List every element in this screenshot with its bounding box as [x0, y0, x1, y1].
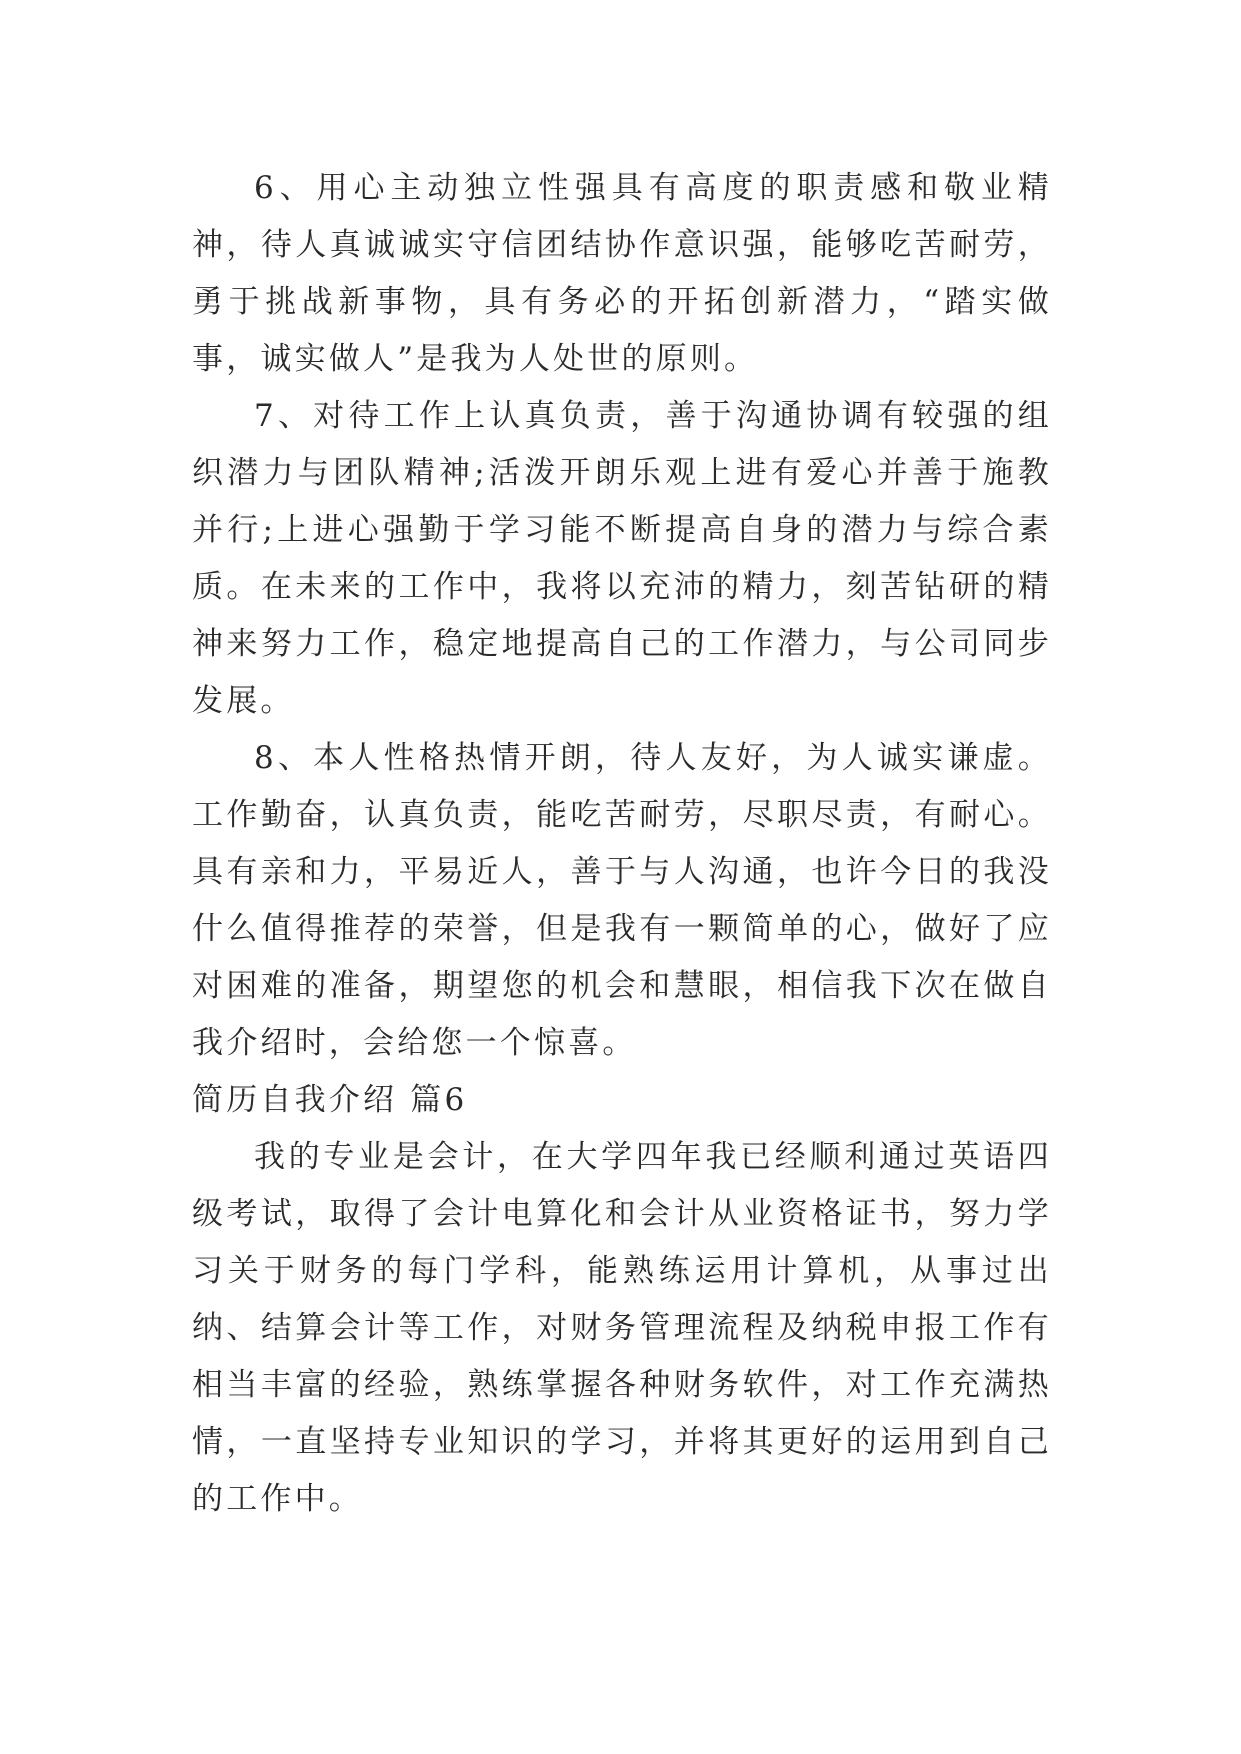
paragraph-item-8: 8、本人性格热情开朗，待人友好，为人诚实谦虚。工作勤奋，认真负责，能吃苦耐劳，尽职尽责，有耐心。具有亲和力，平易近人，善于与人沟通，也许今日的我没什么值得推荐的荣誉，但是我有一颗简单的心，做好了应对困难的准备，期望您的机会和慧眼，相信我下次在做自我介绍时，会给您一个惊喜。: [192, 740, 1052, 1061]
section-heading: 简历自我介绍 篇6: [192, 1082, 468, 1118]
document-body: [192, 160, 1052, 1528]
paragraph-item-7: 7、对待工作上认真负责，善于沟通协调有较强的组织潜力与团队精神;活泼开朗乐观上进有爱心并善于施教并行;上进心强勤于学习能不断提高自身的潜力与综合素质。在未来的工作中，我将以充沛的精力，刻苦钻研的精神来努力工作，稳定地提高自己的工作潜力，与公司同步发展。: [192, 398, 1052, 719]
paragraph-section-6: 我的专业是会计，在大学四年我已经顺利通过英语四级考试，取得了会计电算化和会计从业资格证书，努力学习关于财务的每门学科，能熟练运用计算机，从事过出纳、结算会计等工作，对财务管理流程及纳税申报工作有相当丰富的经验，熟练掌握各种财务软件，对工作充满热情，一直坚持专业知识的学习，并将其更好的运用到自己的工作中。: [192, 1139, 1052, 1517]
paragraph-item-6: 6、用心主动独立性强具有高度的职责感和敬业精神，待人真诚诚实守信团结协作意识强，能够吃苦耐劳，勇于挑战新事物，具有务必的开拓创新潜力，“踏实做事，诚实做人”是我为人处世的原则。: [192, 170, 1052, 377]
